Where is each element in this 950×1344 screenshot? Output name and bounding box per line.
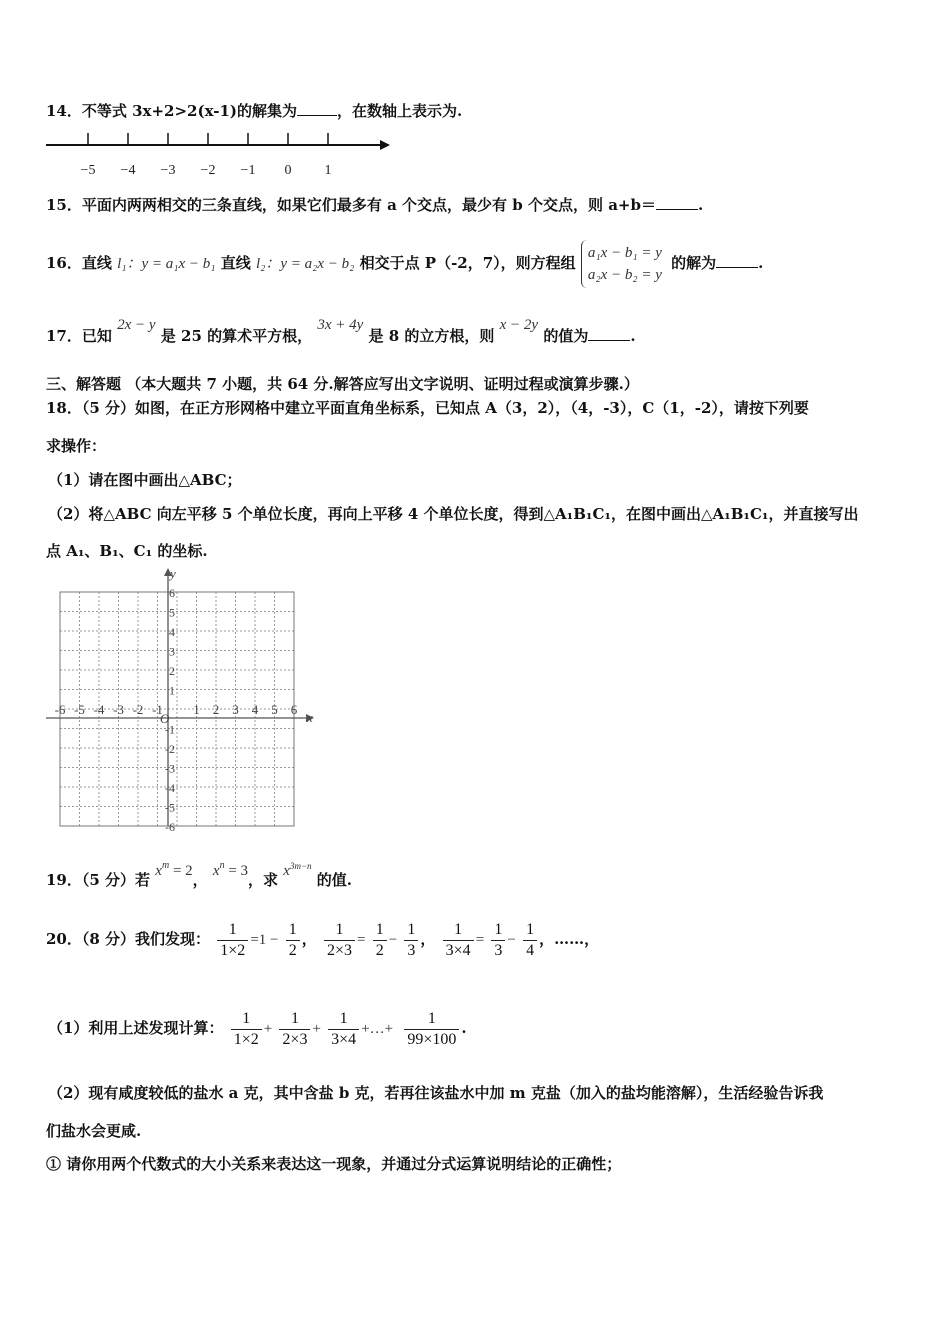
- frac-num: 1: [279, 1009, 310, 1030]
- number-line-label: −5: [80, 163, 96, 178]
- q20-dots: +…+: [361, 1021, 394, 1037]
- frac-num: 1: [231, 1009, 262, 1030]
- frac-num: 1: [404, 1009, 459, 1030]
- q20-period: .: [461, 1019, 467, 1037]
- q15-line: [46, 195, 703, 215]
- x-tick-label: 5: [271, 702, 278, 717]
- q20-frac-8: [523, 920, 537, 961]
- q17-text-4: 的值为: [543, 327, 589, 345]
- origin-label: O: [160, 711, 170, 726]
- q16-text: 16．直线: [46, 254, 112, 272]
- q20-sum-frac-2: [279, 1009, 310, 1050]
- q20-frac-4: [373, 920, 387, 961]
- y-tick-label: -4: [165, 781, 175, 795]
- q20-comma-2: ，: [420, 930, 436, 948]
- q17-expr2: 3x + 4y: [317, 317, 364, 333]
- q20-sum-frac-4: [404, 1009, 459, 1050]
- x-tick-label: 6: [290, 702, 298, 717]
- y-tick-label: 2: [169, 664, 175, 678]
- y-tick-label: 1: [169, 683, 175, 698]
- x-tick-label: 4: [251, 702, 259, 717]
- q19-expr2: [213, 861, 248, 879]
- q17-text-tail: .: [630, 327, 636, 345]
- q19-text-3: 的值.: [316, 871, 353, 889]
- q20-part-2-line-2: 们盐水会更咸.: [46, 1122, 142, 1140]
- q19-expr1-sup: m: [161, 860, 170, 871]
- number-line-label: −4: [120, 163, 136, 178]
- q19-expr1: [155, 861, 192, 879]
- number-line-label: 1: [324, 163, 332, 178]
- x-tick-label: -2: [132, 702, 144, 717]
- number-line-arrow: [380, 140, 390, 150]
- q17-expr1: 2x − y: [117, 317, 156, 333]
- y-tick-label: 6: [169, 586, 175, 600]
- q19-expr2-base: x: [212, 863, 220, 879]
- q20-plus-1: +: [263, 1021, 273, 1037]
- x-tick-label: -6: [54, 702, 66, 717]
- frac-num: 1: [523, 920, 537, 941]
- q20-part-2-line-1: （2）现有咸度较低的盐水 a 克，其中含盐 b 克，若再往该盐水中加 m 克盐（加入的盐均能溶解），生活经验告诉我: [48, 1084, 824, 1102]
- frac-den: 4: [526, 941, 535, 959]
- q14-line: [46, 101, 462, 121]
- q20-frac-7: [491, 920, 505, 961]
- y-tick-label: -1: [165, 722, 175, 737]
- q19-line: [46, 860, 353, 891]
- frac-den: 99×100: [407, 1030, 457, 1048]
- frac-num: 1: [328, 1009, 359, 1030]
- y-tick-label: 5: [169, 605, 175, 620]
- frac-num: 1: [404, 920, 418, 941]
- q14-text: 14．不等式 3x+2>2(x-1)的解集为: [46, 102, 298, 120]
- q20-text: 20．（8 分）我们发现：: [46, 930, 211, 948]
- q20-comma-1: ，: [301, 930, 317, 948]
- q20-eq-1: =1 −: [250, 932, 279, 948]
- q17-answer-blank[interactable]: [588, 326, 630, 341]
- x-axis-label: x: [307, 710, 313, 725]
- q15-text: 15．平面内两两相交的三条直线，如果它们最多有 a 个交点，最少有 b 个交点，则 a+b＝: [46, 196, 656, 214]
- y-tick-label: -3: [165, 761, 175, 776]
- frac-num: 1: [373, 920, 387, 941]
- coordinate-grid: [40, 566, 330, 836]
- q20-tail: ，……，: [539, 930, 600, 948]
- frac-num: 1: [217, 920, 248, 941]
- q15-answer-blank[interactable]: [656, 195, 698, 210]
- q20-frac-5: [404, 920, 418, 961]
- frac-den: 3×4: [445, 941, 471, 959]
- q16-eq1: a₁x − b₁ = y: [587, 245, 662, 261]
- q18-part-2-line-2: 点 A₁、B₁、C₁ 的坐标.: [46, 542, 208, 560]
- frac-num: 1: [491, 920, 505, 941]
- number-line-label: −3: [160, 163, 176, 178]
- q19-expr2-sup: n: [219, 860, 225, 871]
- section-3-heading: 三、解答题 （本大题共 7 小题，共 64 分.解答应写出文字说明、证明过程或演算步骤.）: [46, 375, 639, 393]
- q17-text-2: 是 25 的算术平方根，: [160, 327, 313, 345]
- q20-sum-frac-3: [328, 1009, 359, 1050]
- frac-num: 1: [286, 920, 300, 941]
- q20-part-2-sub-1: ① 请你用两个代数式的大小关系来表达这一现象，并通过分式运算说明结论的正确性；: [46, 1155, 622, 1173]
- y-tick-label: -6: [165, 820, 175, 834]
- x-tick-label: 3: [232, 702, 239, 717]
- q18-part-2-line-1: （2）将△ABC 向左平移 5 个单位长度，再向上平移 4 个单位长度，得到△A₁B₁C₁，在图中画出△A₁B₁C₁，并直接写出: [48, 505, 859, 523]
- q20-part-1: [48, 1000, 467, 1057]
- number-line-label: −2: [200, 163, 216, 178]
- x-tick-label: -3: [113, 702, 124, 717]
- q20-minus-2: −: [507, 932, 516, 948]
- x-tick-label: 2: [212, 702, 220, 717]
- q17-line: [46, 317, 636, 347]
- q18-part-1: （1）请在图中画出△ABC；: [48, 471, 242, 489]
- y-axis-label: y: [170, 566, 176, 581]
- y-tick-label: -5: [165, 800, 175, 815]
- q16-text-2: 直线: [220, 254, 251, 272]
- q20-eq-2: =: [357, 932, 366, 948]
- q16-text-tail: .: [758, 254, 764, 272]
- q16-line1-equation: l₁：y = a₁x − b₁: [117, 256, 216, 272]
- q17-expr3: x − 2y: [499, 317, 539, 333]
- q20-part-1-text: （1）利用上述发现计算：: [48, 1019, 224, 1037]
- x-tick-label: -4: [93, 702, 105, 717]
- y-tick-label: 4: [169, 625, 175, 639]
- q18-line-1: 18．（5 分）如图，在正方形网格中建立平面直角坐标系，已知点 A（3，2），（4，-3），C（1，-2），请按下列要: [46, 399, 809, 417]
- q20-minus-1: −: [388, 932, 398, 948]
- number-line-label: 0: [284, 163, 292, 178]
- frac-den: 2: [288, 941, 297, 959]
- q20-eq-3: =: [475, 932, 485, 948]
- frac-den: 2: [375, 941, 384, 959]
- x-tick-label: 1: [193, 702, 200, 717]
- q18-line-2: 求操作：: [46, 437, 107, 455]
- q16-equation-system: [581, 240, 666, 288]
- q16-line2-equation: l₂：y = a₂x − b₂: [255, 256, 355, 272]
- q19-separator: ，: [192, 871, 208, 889]
- q19-expr3-sup: 3m−n: [289, 861, 312, 871]
- q20-frac-3: [324, 920, 355, 961]
- frac-den: 3×4: [331, 1030, 357, 1048]
- y-tick-label: 3: [169, 644, 175, 659]
- q19-expr1-base: x: [155, 863, 162, 879]
- number-line-label: −1: [240, 163, 256, 178]
- frac-den: 3: [407, 941, 416, 959]
- q14-answer-blank[interactable]: [297, 101, 337, 116]
- frac-num: 1: [443, 920, 474, 941]
- q20-line: [46, 913, 599, 966]
- q19-expr3: [283, 861, 311, 879]
- q19-expr2-rest: = 3: [224, 863, 249, 879]
- frac-den: 1×2: [233, 1030, 259, 1048]
- q16-text-4: 的解为: [671, 254, 717, 272]
- number-line: [40, 126, 400, 182]
- frac-num: 1: [324, 920, 355, 941]
- frac-den: 1×2: [220, 941, 246, 959]
- q19-text: 19．（5 分）若: [46, 871, 151, 889]
- q16-answer-blank[interactable]: [716, 253, 758, 268]
- q20-frac-2: [286, 920, 300, 961]
- q17-text-3: 是 8 的立方根，则: [368, 327, 495, 345]
- q20-frac-6: [443, 920, 474, 961]
- q15-text-tail: .: [697, 196, 704, 214]
- frac-den: 2×3: [326, 941, 352, 959]
- q19-text-2: ，求: [248, 871, 279, 889]
- q16-text-3: 相交于点 P（-2，7），则方程组: [359, 254, 576, 272]
- x-tick-label: -1: [152, 702, 163, 717]
- q19-expr3-base: x: [283, 863, 290, 879]
- q14-text-tail: ，在数轴上表示为.: [337, 102, 463, 120]
- frac-den: 2×3: [282, 1030, 308, 1048]
- q16-line: [46, 240, 763, 288]
- q16-eq2: a₂x − b₂ = y: [587, 267, 662, 283]
- q20-sum-frac-1: [231, 1009, 262, 1050]
- q20-plus-2: +: [312, 1021, 321, 1037]
- q17-text: 17．已知: [46, 327, 112, 345]
- x-tick-label: -5: [74, 702, 85, 717]
- y-tick-label: -2: [165, 742, 175, 756]
- frac-den: 3: [494, 941, 503, 959]
- q20-frac-1: [217, 920, 248, 961]
- q19-expr1-rest: = 2: [169, 863, 193, 879]
